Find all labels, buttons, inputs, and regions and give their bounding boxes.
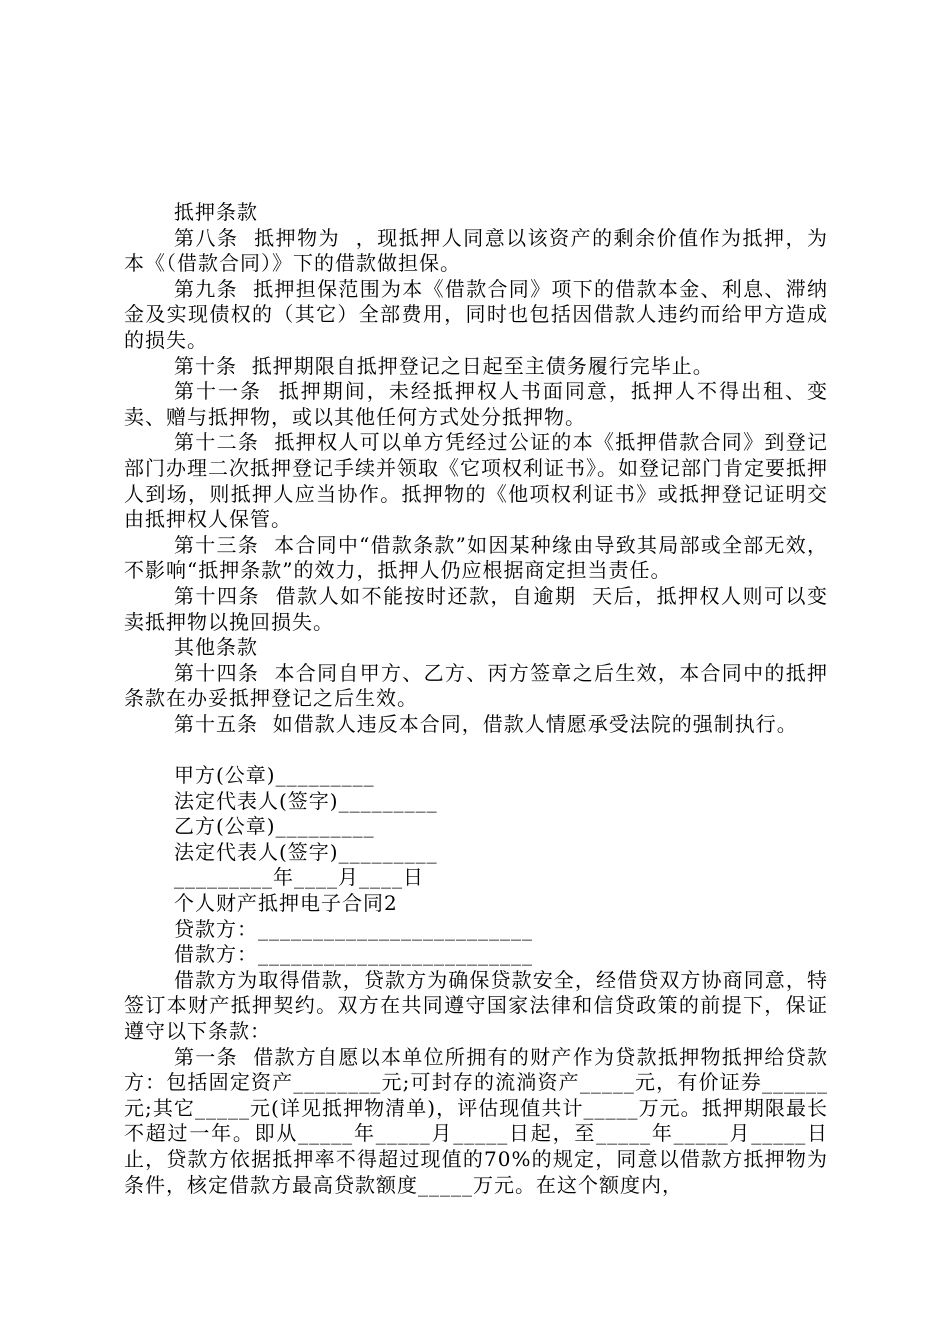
signature-legal-rep-a: 法定代表人(签字)_________ — [174, 788, 438, 813]
signature-date: _________年____月____日 — [174, 865, 424, 890]
borrower-line: 借款方：_________________________ — [174, 942, 533, 967]
document-page — [124, 200, 828, 1198]
clause-10: 第十条 抵押期限自抵押登记之日起至主债务履行完毕止。 — [174, 353, 714, 378]
signature-party-b: 乙方(公章)_________ — [174, 814, 375, 839]
clause-11: 第十一条 抵押期间，未经抵押权人书面同意，抵押人不得出租、变卖、赠与抵押物，或以其他任何方式处分抵押物。 — [124, 379, 828, 429]
clause-15: 第十五条 如借款人违反本合同，借款人情愿承受法院的强制执行。 — [174, 711, 798, 736]
clause-14-effective: 第十四条 本合同自甲方、乙方、丙方签章之后生效，本合同中的抵押条款在办妥抵押登记之后生效。 — [124, 660, 828, 711]
blank-line — [124, 737, 828, 763]
signature-party-a: 甲方(公章)_________ — [174, 763, 375, 788]
clause-12: 第十二条 抵押权人可以单方凭经过公证的本《抵押借款合同》到登记部门办理二次抵押登记手续并领取《它项权利证书》。如登记部门肯定要抵押人到场，则抵押人应当协作。抵押物的《他项权利证书》或抵押登记证明交由抵押权人保管。 — [124, 430, 828, 532]
lender-line: 贷款方：_________________________ — [174, 916, 533, 941]
contract2-preamble: 借款方为取得借款，贷款方为确保贷款安全，经借贷双方协商同意，特签订本财产抵押契约。双方在共同遵守国家法律和信贷政策的前提下，保证遵守以下条款： — [124, 967, 828, 1043]
section-heading-other-terms: 其他条款 — [174, 635, 258, 660]
contract2-title: 个人财产抵押电子合同2 — [174, 891, 398, 916]
section-heading-mortgage-terms: 抵押条款 — [174, 200, 258, 224]
clause-8: 第八条 抵押物为 ，现抵押人同意以该资产的剩余价值作为抵押，为本《（借款合同）》下的借款做担保。 — [124, 225, 828, 276]
signature-legal-rep-b: 法定代表人(签字)_________ — [174, 839, 438, 864]
contract2-clause-1: 第一条 借款方自愿以本单位所拥有的财产作为贷款抵押物抵押给贷款方：包括固定资产________元;可封存的流淌资产_____元，有价证券______元;其它_____元(详见抵押物清单)，评估现值共计_____万元。抵押期限最长不超过一年。即从_____年_____月_____日起，至_____年_____月_____日止，贷款方依据抵押率不得超过现值的70%的规定，同意以借款方抵押物为条件，核定借款方最高贷款额度_____万元。在这个额度内， — [124, 1044, 828, 1197]
clause-9: 第九条 抵押担保范围为本《借款合同》项下的借款本金、利息、滞纳金及实现债权的（其它）全部费用，同时也包括因借款人违约而给甲方造成的损失。 — [124, 276, 828, 352]
clause-14: 第十四条 借款人如不能按时还款，自逾期 天后，抵押权人则可以变卖抵押物以挽回损失。 — [124, 583, 828, 634]
clause-13: 第十三条 本合同中“借款条款”如因某种缘由导致其局部或全部无效，不影响“抵押条款”的效力，抵押人仍应根据商定担当责任。 — [124, 532, 828, 583]
